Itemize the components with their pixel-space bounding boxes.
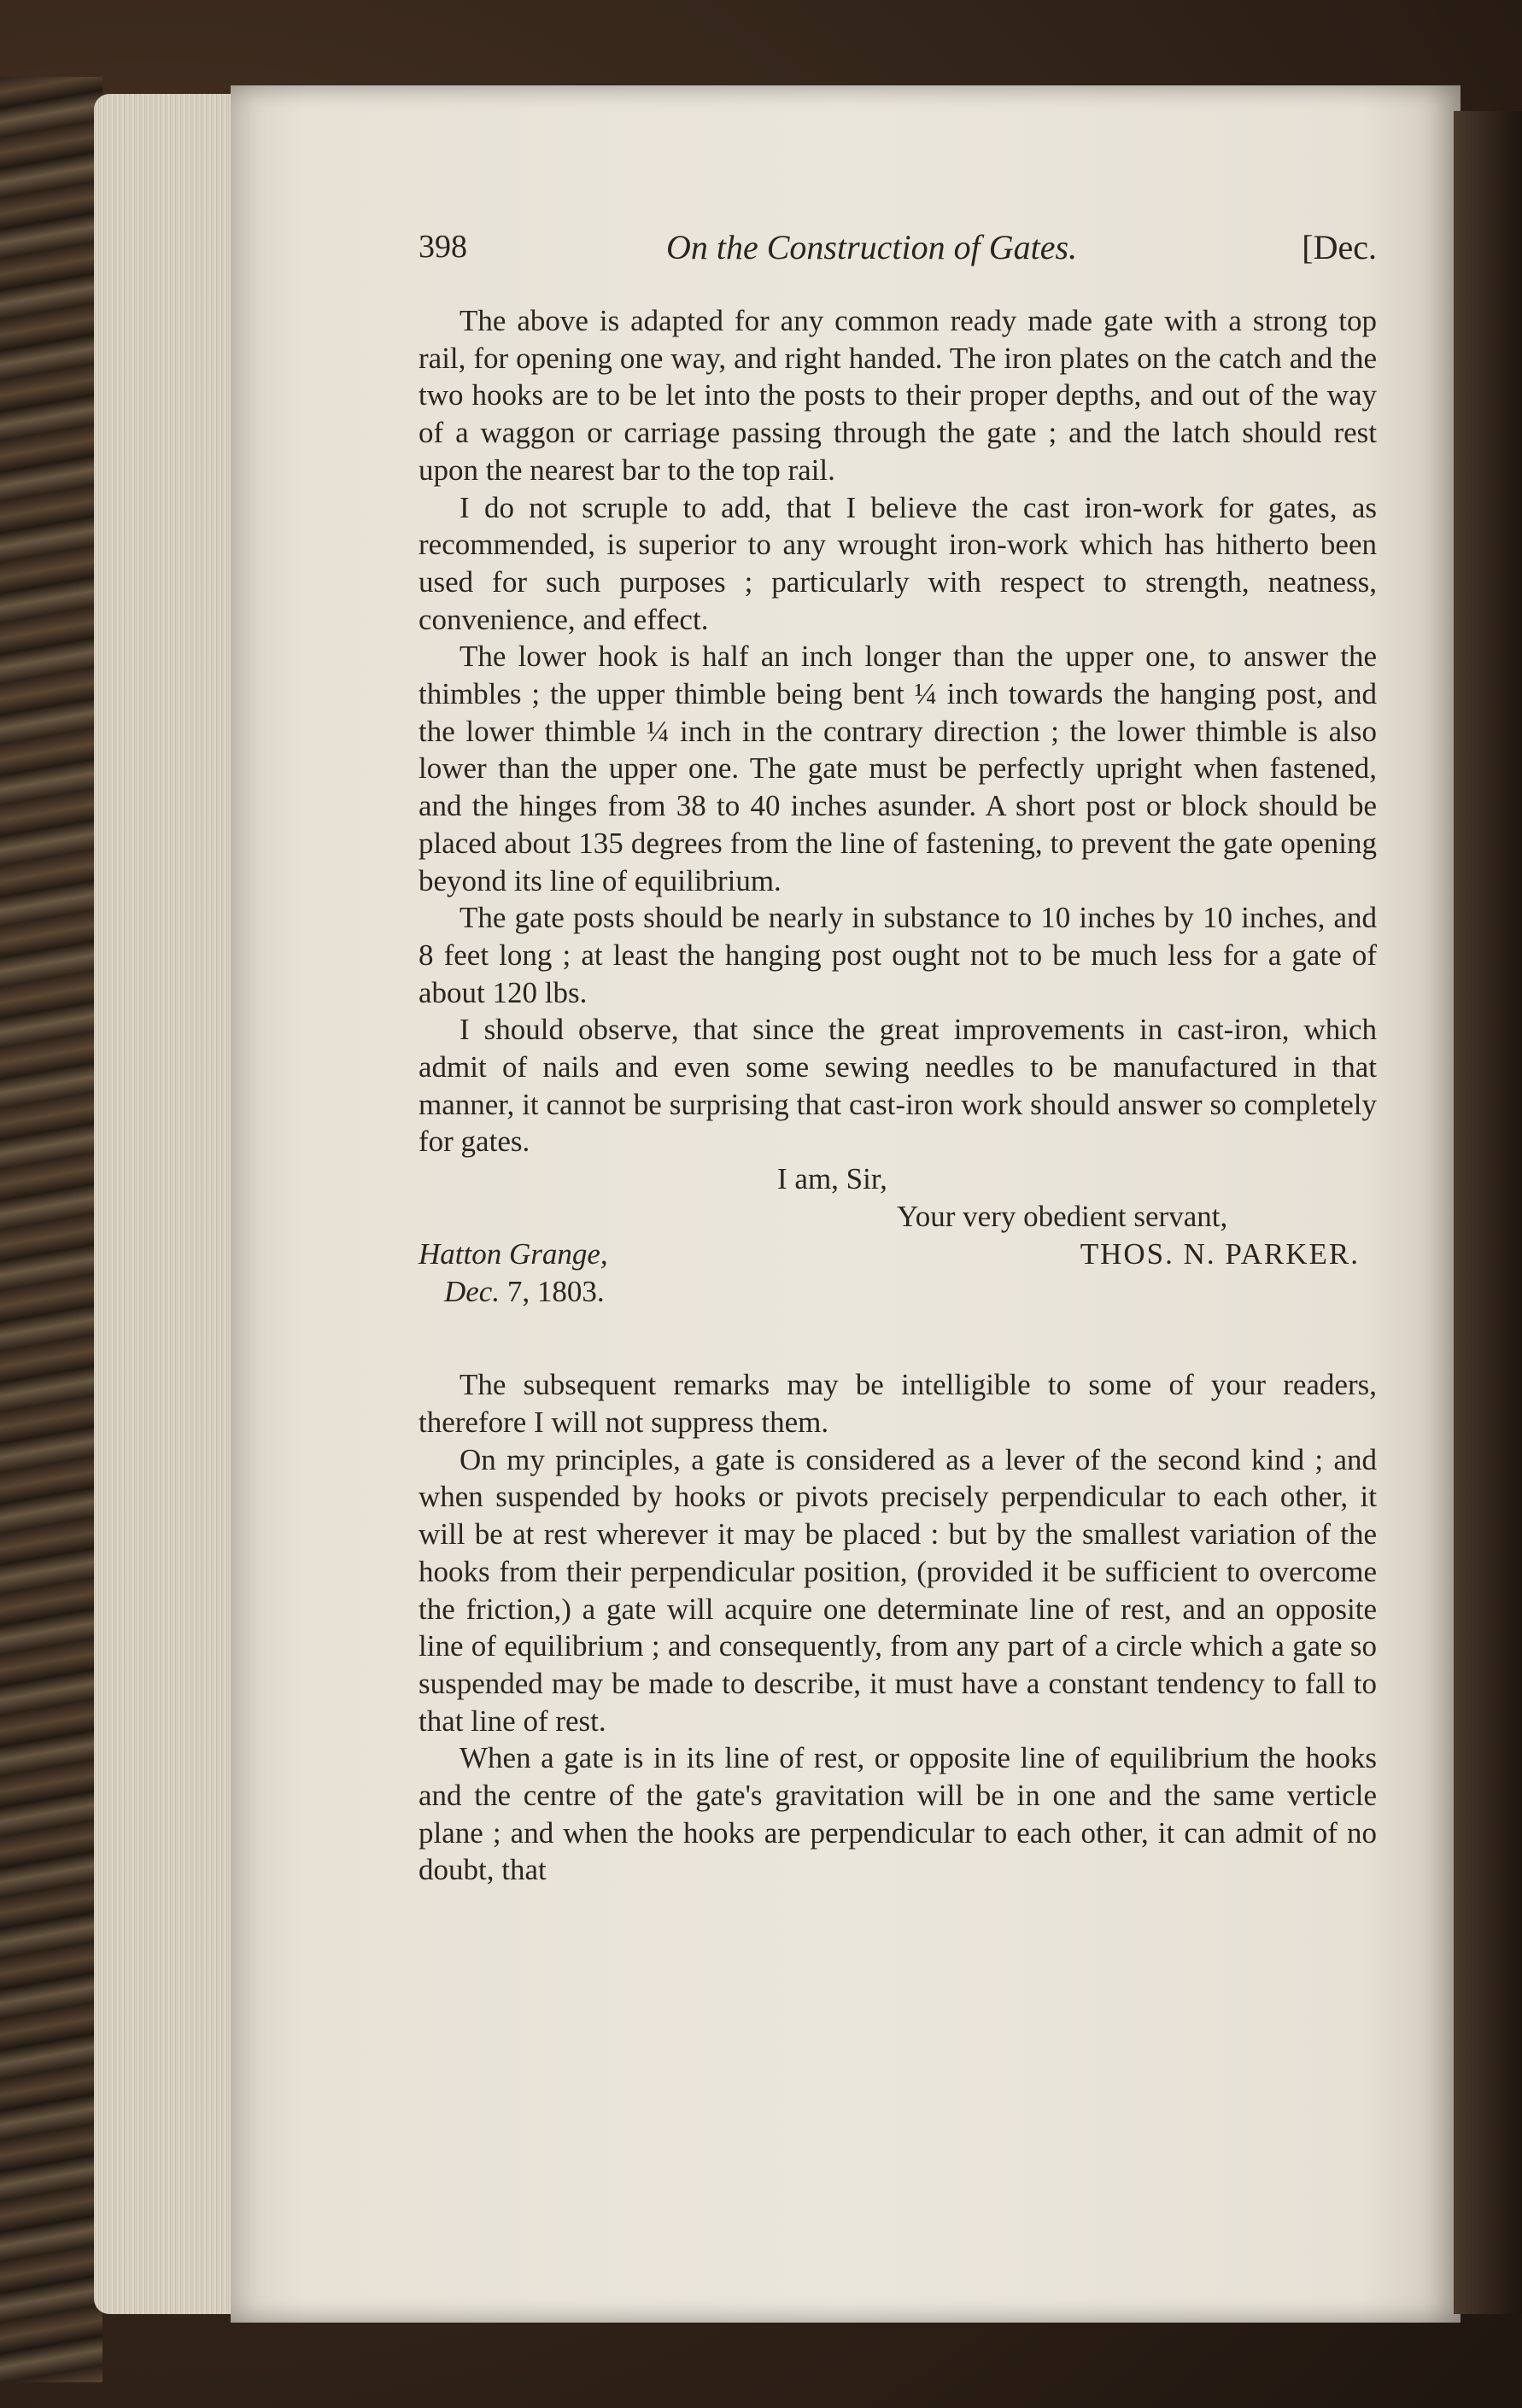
closing-line: I am, Sir, <box>777 1162 887 1196</box>
valediction-line: Your very obedient servant, <box>897 1199 1228 1233</box>
letter-date-month: Dec. <box>444 1274 501 1308</box>
running-title: On the Construction of Gates. <box>666 228 1078 266</box>
paragraph: The above is adapted for any common ready made gate with a strong top rail, for opening one way, and right handed. The iron plates on the catch and the two hooks are to be let into the posts to their proper depths, and out of the way of a waggon or carriage passing through the gate ; and the latch should rest upon the nearest bar to the top rail. <box>419 304 1377 487</box>
paragraph: The lower hook is half an inch longer than the upper one, to answer the thimbles ; the upper thimble being bent ¼ inch towards the hanging post, and the lower thimble ¼ inch in the contrary direction ; the lower thimble is also lower than the upper one. The gate must be perfectly upright when fastened, and the hinges from 38 to 40 inches asunder. A short post or block should be placed about 135 degrees from the line of fastening, to prevent the gate opening beyond its line of equilibrium. <box>419 640 1377 897</box>
letter-date-day-year: 7, 1803. <box>506 1274 605 1308</box>
letter-date <box>419 1273 1377 1311</box>
paragraph: On my principles, a gate is considered as a lever of the second kind ; and when suspended by hooks or pivots precisely perpendicular to each other, it will be at rest wherever it may be placed : but by the smallest variation of the hooks from their perpendicular position, (provided it be sufficient to overcome the friction,) a gate will acquire one determinate line of rest, and an opposite line of equilibrium ; and consequently, from any part of a circle which a gate so suspended may be made to describe, it must have a constant tendency to fall to that line of rest. <box>419 1442 1377 1738</box>
running-date: [Dec. <box>1302 228 1377 266</box>
signer-name: THOS. N. PARKER. <box>1080 1236 1360 1271</box>
paragraph: When a gate is in its line of rest, or opposite line of equilibrium the hooks and the centre of the gate's gravitation will be in one and the same verticle plane ; and when the hooks are perpendicular to each other, it can admit of no doubt, that <box>419 1741 1377 1887</box>
signature-block <box>419 1160 1377 1310</box>
facing-page-edge <box>1454 111 1522 2314</box>
place-signer-row <box>419 1236 1377 1273</box>
paragraph: I should observe, that since the great improvements in cast-iron, which admit of nails and even some sewing needles to be manufactured in that manner, it cannot be surprising that cast-iron work should answer so completely for gates. <box>419 1013 1377 1159</box>
place-name: Hatton Grange, <box>419 1236 608 1271</box>
paragraph: The gate posts should be nearly in substance to 10 inches by 10 inches, and 8 feet long ; at least the hanging post ought not to be much less for a gate of about 120 lbs. <box>419 901 1377 1009</box>
paragraph: I do not scruple to add, that I believe the cast iron-work for gates, as recommended, is superior to any wrought iron-work which has hitherto been used for such purposes ; particularly with respect to strength, neatness, convenience, and effect. <box>419 490 1377 636</box>
page-number: 398 <box>419 229 467 265</box>
book-cover-edge <box>0 77 102 2382</box>
paragraph: The subsequent remarks may be intelligible to some of your readers, therefore I will not suppress them. <box>419 1368 1377 1439</box>
page-text <box>419 220 1377 1889</box>
section-gap <box>419 1310 1377 1366</box>
page-stack-edges <box>94 94 239 2314</box>
running-header <box>419 220 1377 272</box>
